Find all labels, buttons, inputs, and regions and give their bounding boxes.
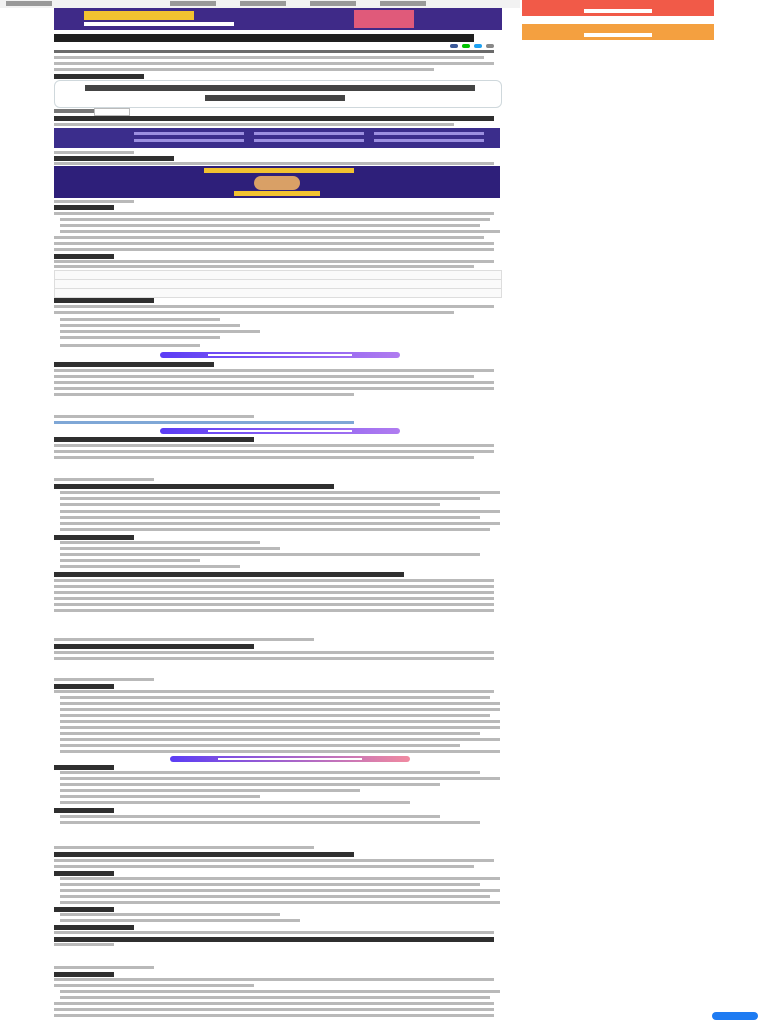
formula-table — [54, 270, 500, 296]
top-navbar — [0, 0, 520, 8]
hero-phone-image — [354, 10, 414, 28]
facebook-icon[interactable] — [450, 44, 458, 48]
line-icon[interactable] — [462, 44, 470, 48]
nav-item[interactable] — [6, 1, 52, 6]
cta-button[interactable] — [170, 756, 410, 762]
section-heading — [54, 116, 494, 121]
nav-item[interactable] — [310, 1, 356, 6]
page-title — [54, 34, 474, 42]
sidebar-ad[interactable] — [522, 0, 714, 16]
ad-button[interactable] — [584, 9, 652, 13]
nav-item[interactable] — [170, 1, 216, 6]
sidebar-ad[interactable] — [522, 24, 714, 40]
chat-button[interactable] — [712, 1012, 758, 1020]
hero-title — [84, 11, 194, 20]
twitter-icon[interactable] — [474, 44, 482, 48]
share-icon[interactable] — [486, 44, 494, 48]
quote-text — [85, 85, 475, 91]
hero-banner — [54, 8, 502, 30]
nav-item[interactable] — [380, 1, 426, 6]
ad-button[interactable] — [584, 33, 652, 37]
nav-item[interactable] — [240, 1, 286, 6]
toc-toggle[interactable] — [94, 108, 130, 116]
share-row — [54, 44, 494, 48]
simple-present-banner — [54, 166, 500, 198]
hero-subtitle — [84, 22, 234, 26]
tense-table — [54, 128, 500, 148]
cta-button[interactable] — [160, 352, 400, 358]
cta-button[interactable] — [160, 428, 400, 434]
toc-label — [54, 109, 94, 113]
quote-box — [54, 80, 502, 108]
